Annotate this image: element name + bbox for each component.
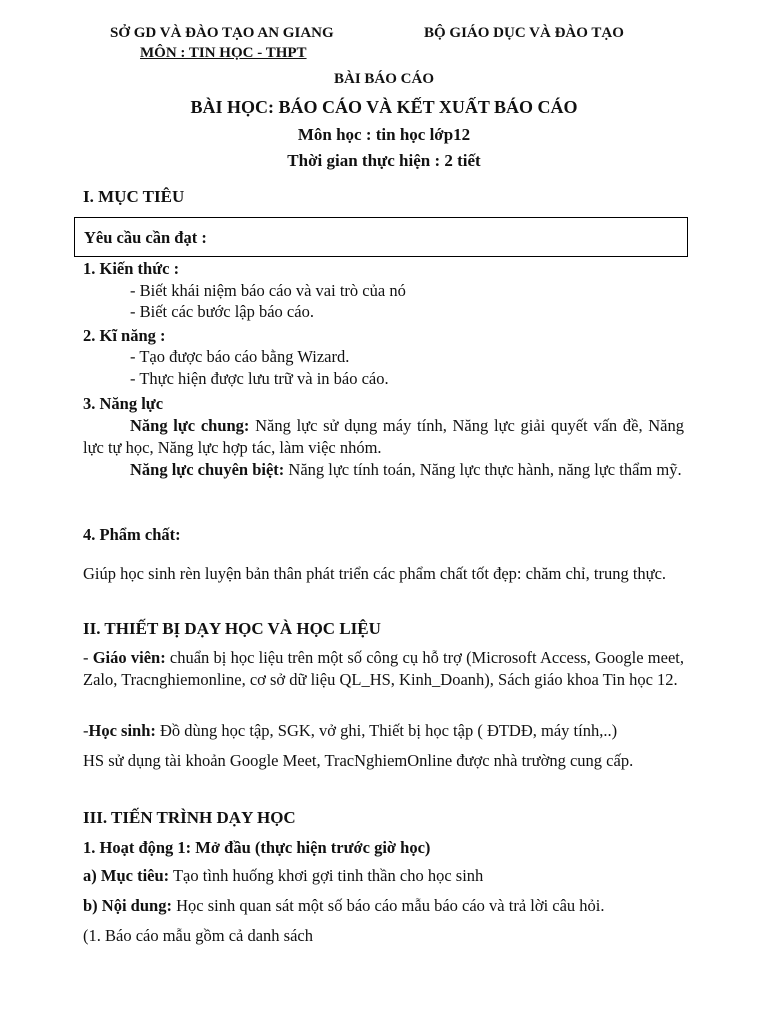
header-left-subject: MÔN : TIN HỌC - THPT (140, 45, 307, 61)
general-competence (83, 415, 684, 459)
teacher-paragraph (83, 647, 684, 691)
student-paragraph (83, 721, 617, 741)
activity1-heading: 1. Hoạt động 1: Mở đầu (thực hiện trước giờ học) (83, 838, 431, 857)
specific-competence-label: Năng lực chuyên biệt: (130, 460, 285, 479)
teacher-text: chuẩn bị học liệu trên một số công cụ hỗ trợ (Microsoft Access, Google meet, Zalo, Tracnghiemonline, cơ sở dữ liệu QL_HS, Kinh_Doanh), Sách giáo khoa Tin học 12. (83, 648, 684, 689)
goal-text: Tạo tình huống khơi gợi tinh thần cho học sinh (169, 866, 484, 885)
header-left-org: SỞ GD VÀ ĐÀO TẠO AN GIANG (110, 25, 334, 41)
specific-competence-text: Năng lực tính toán, Năng lực thực hành, năng lực thẩm mỹ. (284, 460, 682, 479)
skills-heading: 2. Kĩ năng : (83, 326, 166, 345)
goal-label: a) Mục tiêu: (83, 866, 170, 885)
content-text: Học sinh quan sát một số báo cáo mẫu báo cáo và trả lời câu hỏi. (171, 896, 605, 915)
qualities-heading: 4. Phẩm chất: (83, 525, 181, 544)
general-competence-text: Năng lực sử dụng máy tính, Năng lực giải quyết vấn đề, Năng lực tự học, Năng lực hợp tác, làm việc nhóm. (83, 416, 685, 457)
knowledge-heading: 1. Kiến thức : (83, 259, 180, 278)
general-competence-label: Năng lực chung: (130, 416, 250, 435)
content-label: b) Nội dung: (83, 896, 172, 915)
duration-line: Thời gian thực hiện : 2 tiết (287, 151, 481, 170)
skills-item: - Tạo được báo cáo bằng Wizard. (130, 347, 350, 366)
hs-account-text: HS sử dụng tài khoản Google Meet, TracNghiemOnline được nhà trường cung cấp. (83, 751, 634, 770)
section2-heading: II. THIẾT BỊ DẠY HỌC VÀ HỌC LIỆU (83, 619, 381, 638)
lesson-title: BÀI HỌC: BÁO CÁO VÀ KẾT XUẤT BÁO CÁO (190, 97, 578, 117)
specific-competence (83, 459, 684, 481)
content-line (83, 896, 605, 916)
subject-line: Môn học : tin học lớp12 (297, 125, 471, 144)
competence-heading: 3. Năng lực (83, 394, 164, 413)
section1-heading: I. MỤC TIÊU (83, 187, 185, 206)
student-prefix: - (83, 721, 89, 740)
knowledge-item: - Biết khái niệm báo cáo và vai trò của nó (130, 281, 406, 300)
knowledge-item: - Biết các bước lập báo cáo. (130, 302, 314, 321)
qualities-text: Giúp học sinh rèn luyện bản thân phát triển các phẩm chất tốt đẹp: chăm chỉ, trung thực. (83, 564, 667, 583)
student-text: Đồ dùng học tập, SGK, vở ghi, Thiết bị học tập ( ĐTDĐ, máy tính,..) (155, 721, 618, 740)
goal-line (83, 866, 483, 886)
note-line: (1. Báo cáo mẫu gồm cả danh sách (83, 926, 314, 945)
student-label: Học sinh: (88, 721, 156, 740)
doc-type: BÀI BÁO CÁO (333, 71, 434, 87)
requirement-label: Yêu cầu cần đạt : (84, 228, 207, 247)
header-right-org: BỘ GIÁO DỤC VÀ ĐÀO TẠO (424, 25, 624, 41)
skills-item: - Thực hiện được lưu trữ và in báo cáo. (130, 369, 389, 388)
section3-heading: III. TIẾN TRÌNH DẠY HỌC (83, 808, 296, 827)
teacher-label: Giáo viên: (92, 648, 166, 667)
teacher-prefix: - (83, 648, 93, 667)
